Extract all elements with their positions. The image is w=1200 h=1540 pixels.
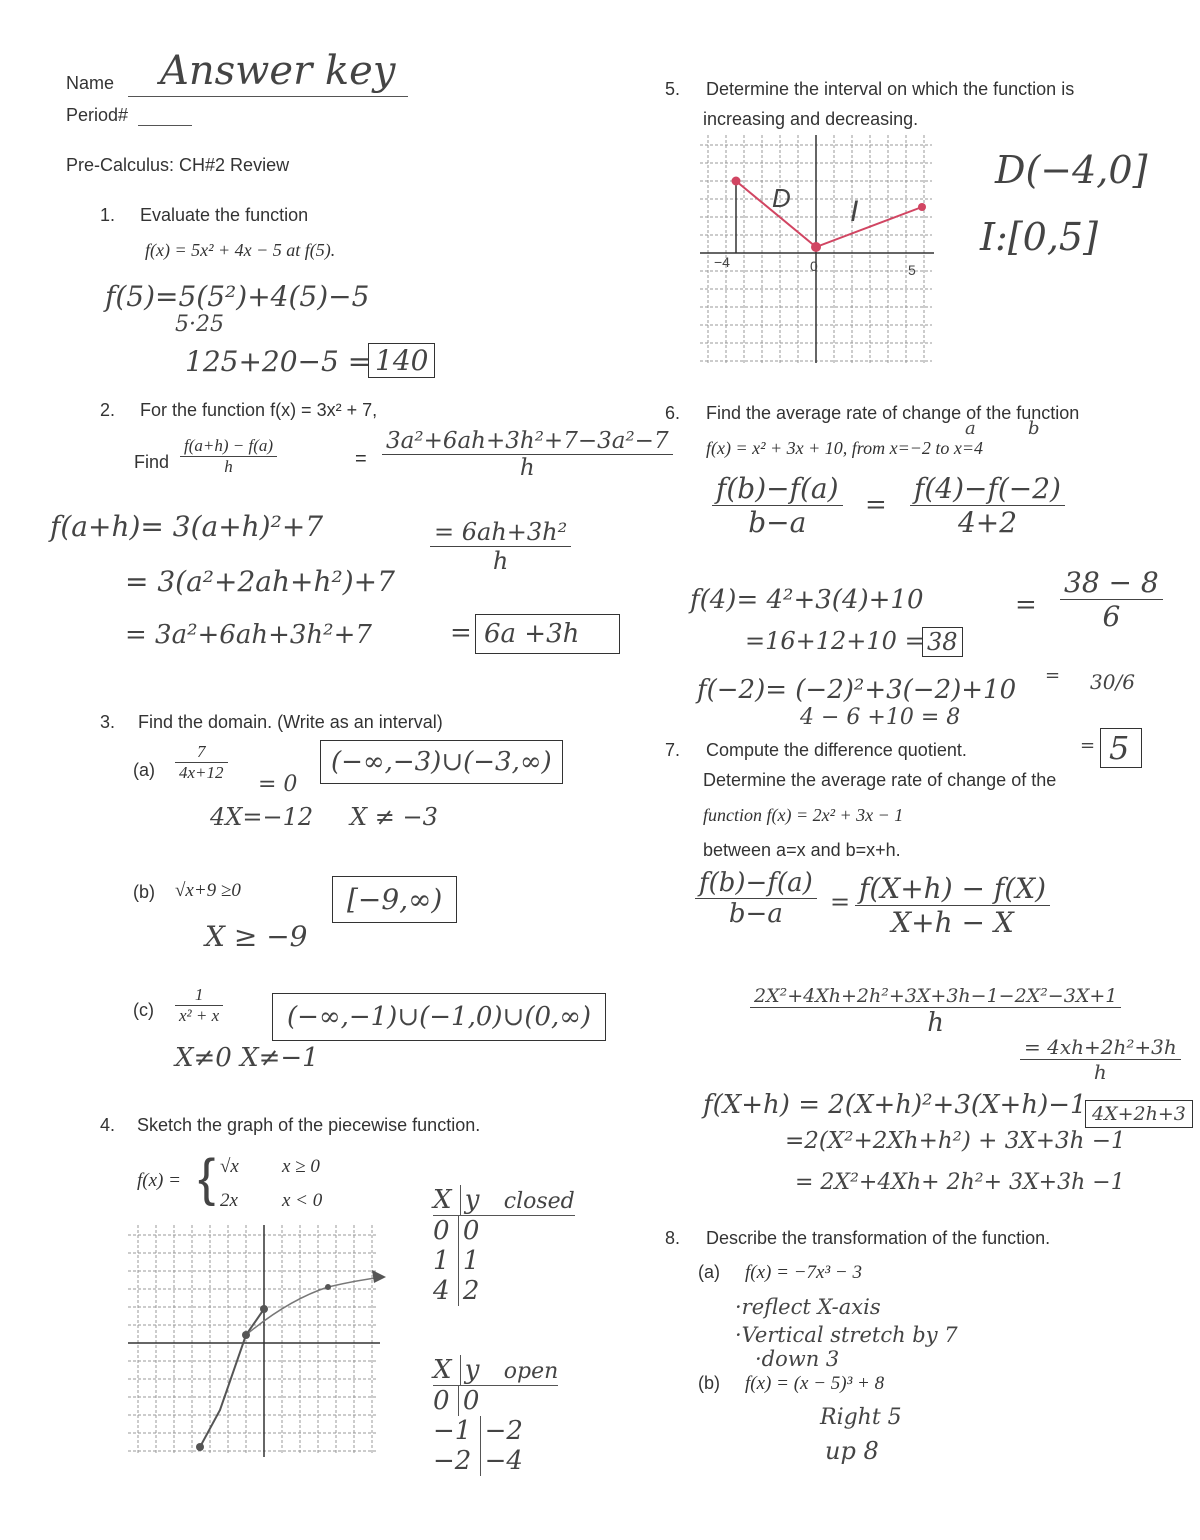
problem-4-case-2-expr: 2x (220, 1190, 238, 1211)
problem-6-result-simplified: 30/6 (1090, 670, 1135, 694)
problem-6-prompt: Find the average rate of change of the function (706, 403, 1080, 423)
problem-6-substituted-num: f(4)−f(−2) (910, 472, 1065, 506)
problem-2-simplified-den: h (492, 547, 509, 575)
problem-2-simplified-num: = 6ah+3h² (430, 518, 571, 547)
name-underline (128, 96, 408, 97)
problem-2-work-fraction (382, 428, 673, 481)
problem-6-work-fneg2-sum: 4 − 6 +10 = 8 (800, 705, 961, 730)
problem-7-expanded-den: h (927, 1008, 945, 1038)
problem-7-simplified-fraction (1020, 1035, 1181, 1084)
problem-8a-expression: f(x) = −7x³ − 3 (745, 1262, 862, 1283)
problem-2-work-den: h (519, 455, 535, 481)
problem-5-graph-label-i: I (850, 195, 859, 228)
problem-2-work-line-3: = 3a²+6ah+3h²+7 (125, 620, 372, 650)
problem-4-table-2-r3-y: −4 (480, 1446, 523, 1476)
problem-4-table-2-note: open (503, 1359, 559, 1384)
problem-2-prompt: For the function f(x) = 3x² + 7, (140, 400, 378, 420)
problem-3c-label: (c) (133, 1000, 154, 1020)
problem-5-graph-label-d: D (772, 183, 791, 213)
problem-3b-work: X ≥ −9 (205, 920, 308, 953)
problem-3c-num: 1 (175, 985, 223, 1006)
problem-3a-work-2: 4X=−12 (210, 803, 314, 831)
problem-5-prompt-line-1: Determine the interval on which the function is (706, 79, 1075, 99)
problem-2-equals: = (355, 448, 367, 470)
problem-3c-work: X≠0 X≠−1 (175, 1043, 319, 1073)
problem-6-equals-4: = (1080, 735, 1096, 756)
problem-1-number: 1. (100, 205, 116, 225)
problem-5-graph-tick-neg4: −4 (714, 254, 730, 270)
problem-4-table-1-r1-y: 0 (458, 1216, 480, 1246)
problem-7-work-line-1: f(X+h) = 2(X+h)²+3(X+h)−1 (703, 1090, 1087, 1120)
problem-2-answer-equals: = (450, 618, 472, 648)
problem-4-brace: { (198, 1149, 216, 1207)
problem-4-table-1-r1-x: 0 (433, 1216, 450, 1246)
problem-4-prompt: Sketch the graph of the piecewise function. (137, 1115, 481, 1135)
problem-3c-fraction (175, 985, 223, 1026)
name-label: Name (66, 73, 115, 93)
problem-6-tag-b: b (1028, 418, 1040, 439)
problem-1-answer-box: 140 (368, 343, 435, 378)
problem-2-answer-box: 6a +3h (475, 614, 620, 654)
problem-4-table-1-head-y: y (460, 1185, 480, 1215)
problem-3b-answer-box: [−9,∞) (332, 876, 457, 923)
problem-4-table-1-note: closed (503, 1189, 575, 1214)
problem-4-table-1 (433, 1185, 575, 1306)
problem-1-work-line-2: 5·25 (175, 312, 224, 337)
problem-3c-den: x² + x (179, 1006, 220, 1025)
problem-7-expanded-num: 2X²+4Xh+2h²+3X+3h−1−2X²−3X+1 (750, 985, 1121, 1008)
problem-2-quotient-num: f(a+h) − f(a) (180, 436, 277, 457)
problem-8a-work-3: ·down 3 (755, 1347, 840, 1371)
problem-8a-work-2: ·Vertical stretch by 7 (735, 1323, 958, 1347)
problem-6-substituted-fraction (910, 472, 1065, 539)
problem-5-graph-tick-0: 0 (810, 258, 818, 274)
worksheet-title: Pre-Calculus: CH#2 Review (66, 155, 290, 175)
problem-7-work-line-3: = 2X²+4Xh+ 2h²+ 3X+3h −1 (795, 1170, 1125, 1195)
problem-6-work-fneg2: f(−2)= (−2)²+3(−2)+10 (697, 675, 1017, 705)
problem-6-result-den: 6 (1102, 600, 1121, 633)
problem-6-equals-3: = (1045, 665, 1061, 686)
problem-4-case-1-cond: x ≥ 0 (282, 1156, 320, 1177)
problem-1-expression: f(x) = 5x² + 4x − 5 at f(5). (145, 240, 336, 260)
problem-7-formula-den: b−a (728, 899, 783, 929)
problem-2-work-line-1: f(a+h)= 3(a+h)²+7 (50, 510, 324, 543)
problem-5-answer-decreasing: D(−4,0] (995, 148, 1148, 192)
problem-7-prompt-line-1: Compute the difference quotient. (706, 740, 967, 760)
problem-6-work-f4: f(4)= 4²+3(4)+10 (690, 585, 924, 615)
problem-6-result-fraction (1060, 566, 1163, 633)
problem-2-work-line-2: = 3(a²+2ah+h²)+7 (125, 565, 395, 598)
problem-8b-label: (b) (698, 1373, 720, 1393)
problem-7-substituted-num: f(X+h) − f(X) (855, 872, 1050, 906)
name-handwritten: Answer key (160, 48, 396, 94)
problem-2-number: 2. (100, 400, 116, 420)
problem-3a-den: 4x+12 (179, 763, 224, 782)
problem-7-formula-fraction (695, 868, 817, 929)
problem-3a-fraction (175, 742, 228, 783)
problem-4-table-2-r2-x: −1 (433, 1416, 472, 1446)
problem-1-prompt: Evaluate the function (140, 205, 309, 225)
period-label: Period# (66, 105, 129, 125)
problem-6-tag-a: a (965, 418, 976, 439)
problem-4-number: 4. (100, 1115, 116, 1135)
problem-5-graph (700, 135, 940, 365)
problem-7-equals-1: = (830, 888, 851, 916)
problem-3a-label: (a) (133, 760, 155, 780)
problem-7-simplified-num: = 4xh+2h²+3h (1020, 1035, 1181, 1060)
problem-3-prompt: Find the domain. (Write as an interval) (138, 712, 443, 732)
problem-6-work-f4-box: 38 (922, 627, 963, 657)
problem-7-answer-box: 4X+2h+3 (1085, 1100, 1193, 1128)
problem-4-table-2-head-y: y (460, 1355, 480, 1385)
problem-3a-num: 7 (175, 742, 228, 763)
problem-6-work-f4-sum: =16+12+10 = (745, 627, 925, 655)
problem-3b-expression: √x+9 ≥0 (175, 880, 241, 901)
problem-2-work-num: 3a²+6ah+3h²+7−3a²−7 (382, 428, 673, 455)
problem-3a-work-3: X ≠ −3 (350, 803, 438, 831)
problem-4-table-2-r1-x: 0 (433, 1386, 450, 1416)
problem-4-table-2-r3-x: −2 (433, 1446, 472, 1476)
problem-6-formula-fraction (712, 472, 843, 539)
problem-8a-label: (a) (698, 1262, 720, 1282)
problem-4-case-2-cond: x < 0 (282, 1190, 323, 1211)
problem-8b-work-1: Right 5 (820, 1405, 902, 1430)
problem-5-prompt-line-2: increasing and decreasing. (703, 109, 919, 129)
problem-4-table-1-r2-x: 1 (433, 1246, 450, 1276)
problem-4-table-1-head-x: X (433, 1185, 452, 1215)
problem-4-graph (128, 1225, 388, 1465)
problem-6-equals-2: = (1015, 590, 1037, 620)
problem-2-simplified (430, 518, 571, 575)
problem-7-formula-num: f(b)−f(a) (695, 868, 817, 899)
problem-3a-answer-box: (−∞,−3)∪(−3,∞) (320, 740, 563, 784)
problem-8b-work-2: up 8 (825, 1437, 879, 1465)
problem-2-quotient-den: h (224, 457, 233, 476)
problem-4-table-2 (433, 1355, 558, 1476)
problem-8-prompt: Describe the transformation of the function. (706, 1228, 1051, 1248)
problem-6-formula-num: f(b)−f(a) (712, 472, 843, 506)
problem-1-work-line-3: 125+20−5 = (185, 345, 372, 378)
problem-4-table-2-r2-y: −2 (480, 1416, 523, 1446)
problem-8-number: 8. (665, 1228, 681, 1248)
problem-7-prompt-line-2: Determine the average rate of change of the (703, 770, 1057, 790)
problem-4-case-1-expr: √x (220, 1156, 239, 1177)
problem-3c-answer-box: (−∞,−1)∪(−1,0)∪(0,∞) (272, 993, 606, 1041)
problem-7-prompt-line-3: function f(x) = 2x² + 3x − 1 (703, 805, 904, 825)
problem-6-equals-1: = (865, 490, 887, 520)
problem-7-substituted-fraction (855, 872, 1050, 939)
problem-4-table-1-r3-x: 4 (433, 1276, 450, 1306)
problem-7-work-line-2: =2(X²+2Xh+h²) + 3X+3h −1 (785, 1128, 1126, 1154)
problem-4-table-1-r3-y: 2 (458, 1276, 480, 1306)
problem-6-formula-den: b−a (748, 506, 807, 539)
problem-8a-work-1: ·reflect X-axis (735, 1295, 881, 1319)
problem-4-table-1-r2-y: 1 (458, 1246, 480, 1276)
problem-6-answer-box: 5 (1100, 728, 1142, 768)
period-underline (138, 125, 192, 126)
problem-1-work-line-1: f(5)=5(5²)+4(5)−5 (105, 280, 370, 313)
problem-5-answer-increasing: I:[0,5] (980, 215, 1098, 259)
problem-7-prompt-line-4: between a=x and b=x+h. (703, 840, 901, 860)
problem-3a-work-1: = 0 (258, 772, 298, 797)
problem-2-quotient (180, 436, 277, 477)
problem-6-expression: f(x) = x² + 3x + 10, from x=−2 to x=4 (706, 438, 984, 458)
problem-3-number: 3. (100, 712, 116, 732)
problem-7-substituted-den: X+h − X (891, 906, 1014, 939)
problem-4-table-2-r1-y: 0 (458, 1386, 480, 1416)
problem-7-expanded-fraction (750, 985, 1121, 1038)
problem-6-substituted-den: 4+2 (957, 506, 1018, 539)
problem-8b-expression: f(x) = (x − 5)³ + 8 (745, 1373, 885, 1394)
problem-5-graph-tick-5: 5 (908, 262, 916, 278)
problem-4-table-2-head-x: X (433, 1355, 452, 1385)
problem-6-number: 6. (665, 403, 681, 423)
problem-7-simplified-den: h (1093, 1060, 1107, 1084)
problem-6-result-num: 38 − 8 (1060, 566, 1163, 600)
problem-7-number: 7. (665, 740, 681, 760)
problem-5-number: 5. (665, 79, 681, 99)
problem-3b-label: (b) (133, 882, 155, 902)
problem-2-find-label: Find (134, 452, 170, 472)
problem-4-fx: f(x) = (137, 1170, 181, 1191)
